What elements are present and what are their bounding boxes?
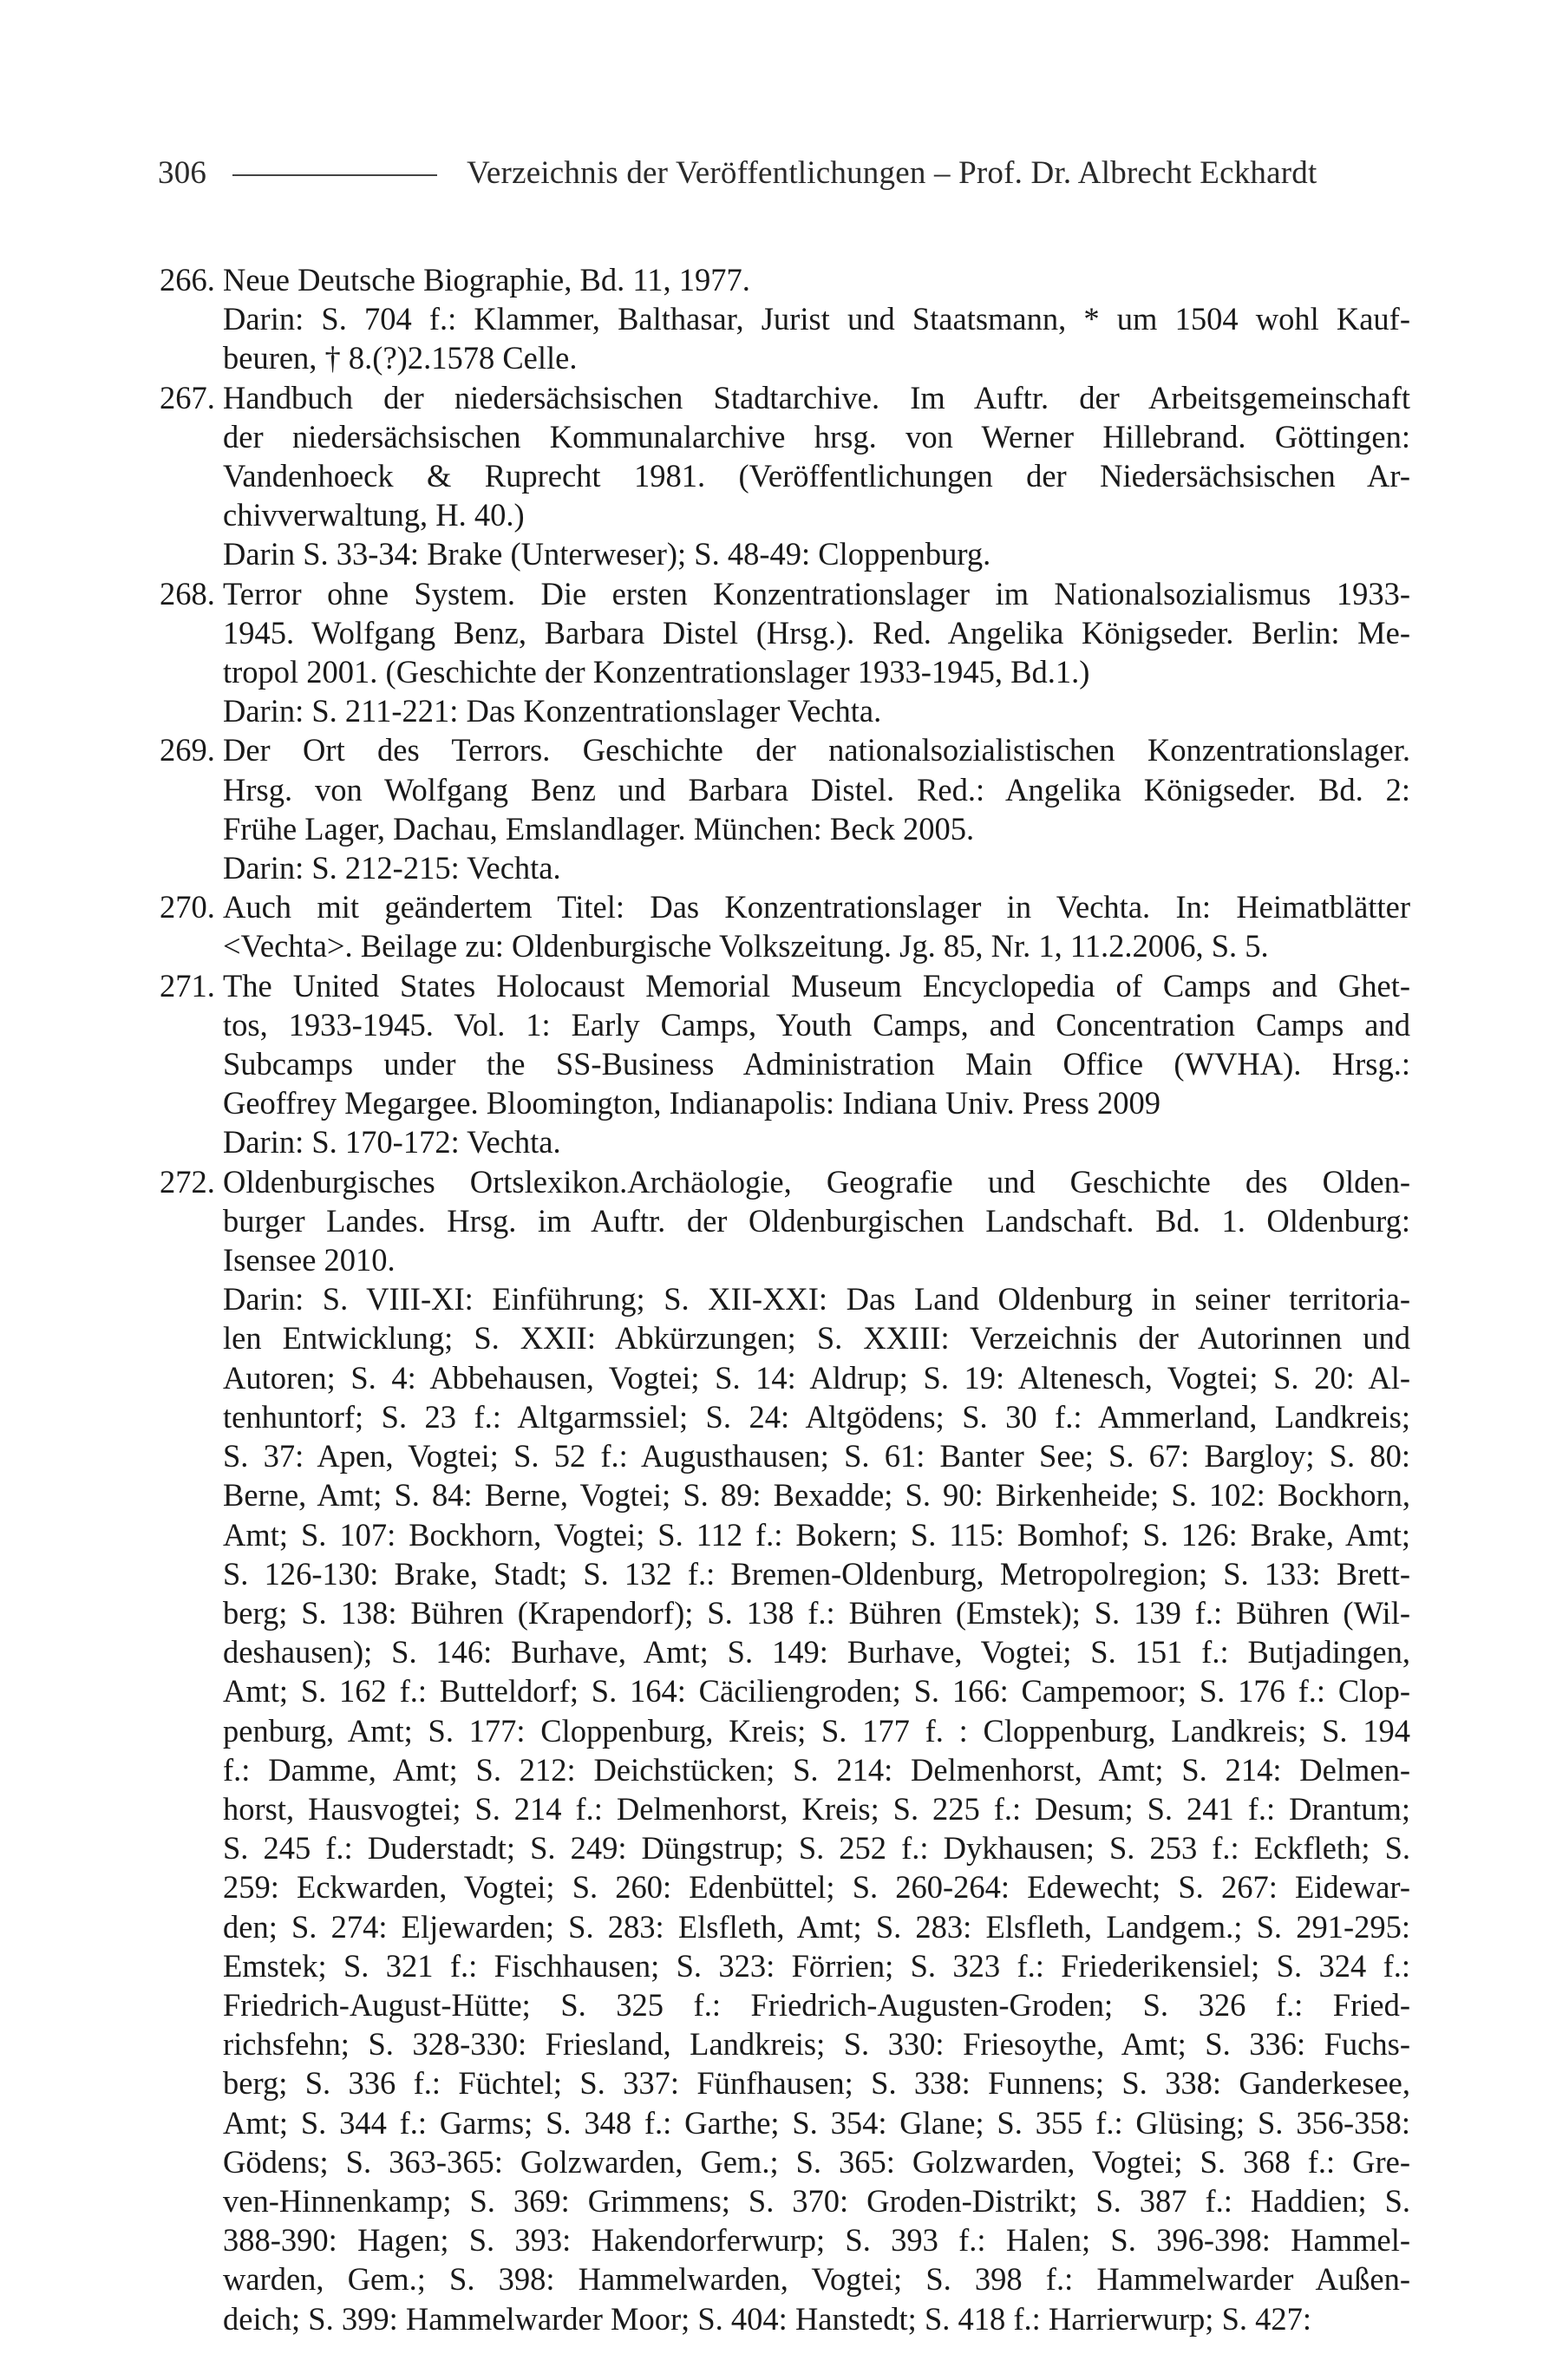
entry-text-line: Auch mit geändertem Titel: Das Konzentrationslager in Vechta. In: Heimatblätter — [223, 889, 1410, 925]
bibliography-entry — [160, 260, 1410, 378]
bibliography-entry — [160, 730, 1410, 887]
entry-text-line: S. 126-130: Brake, Stadt; S. 132 f.: Bremen-Oldenburg, Metropolregion; S. 133: Brett- — [223, 1555, 1410, 1592]
entry-number: 270. — [160, 889, 215, 925]
entry-text-line: Darin: S. 170-172: Vechta. — [223, 1124, 561, 1161]
entry-text-line: 1945. Wolfgang Benz, Barbara Distel (Hrsg.). Red. Angelika Königseder. Berlin: Me- — [223, 614, 1410, 651]
entry-text-line: warden, Gem.; S. 398: Hammelwarden, Vogtei; S. 398 f.: Hammelwarder Außen- — [223, 2261, 1410, 2298]
page-header — [158, 154, 1412, 192]
entry-text-line: Friedrich-August-Hütte; S. 325 f.: Friedrich-Augusten-Groden; S. 326 f.: Fried- — [223, 1986, 1410, 2023]
bibliography-entry — [160, 887, 1410, 965]
entry-text-line: berg; S. 138: Bühren (Krapendorf); S. 138 f.: Bühren (Emstek); S. 139 f.: Bühren (Wil- — [223, 1594, 1410, 1631]
entry-text-line: Darin S. 33-34: Brake (Unterweser); S. 48-49: Cloppenburg. — [223, 536, 991, 572]
entry-number: 269. — [160, 732, 215, 768]
entry-text-line: deshausen); S. 146: Burhave, Amt; S. 149: Burhave, Vogtei; S. 151 f.: Butjadingen, — [223, 1634, 1410, 1671]
entry-text-line: Darin: S. 212-215: Vechta. — [223, 850, 561, 886]
entry-text-line: ven-Hinnenkamp; S. 369: Grimmens; S. 370: Groden-Distrikt; S. 387 f.: Haddien; S. — [223, 2182, 1410, 2219]
bibliography-list — [160, 260, 1410, 2338]
entry-text-line: Der Ort des Terrors. Geschichte der nationalsozialistischen Konzentrationslager. — [223, 732, 1410, 768]
entry-text-line: Terror ohne System. Die ersten Konzentrationslager im Nationalsozialismus 1933- — [223, 575, 1410, 611]
entry-text-line: Darin: S. 704 f.: Klammer, Balthasar, Jurist und Staatsmann, * um 1504 wohl Kauf- — [223, 301, 1410, 337]
entry-text-line: Hrsg. von Wolfgang Benz und Barbara Distel. Red.: Angelika Königseder. Bd. 2: — [223, 771, 1410, 808]
entry-text-line: 388-390: Hagen; S. 393: Hakendorferwurp; S. 393 f.: Halen; S. 396-398: Hammel- — [223, 2222, 1410, 2259]
bibliography-entry — [160, 574, 1410, 731]
entry-text-line: len Entwicklung; S. XXII: Abkürzungen; S. XXIII: Verzeichnis der Autorinnen und — [223, 1320, 1410, 1357]
entry-text-line: deich; S. 399: Hammelwarder Moor; S. 404: Hanstedt; S. 418 f.: Harrierwurp; S. 427: — [223, 2300, 1312, 2337]
entry-text-line: Subcamps under the SS-Business Administration Main Office (WVHA). Hrsg.: — [223, 1046, 1410, 1082]
entry-text-line: chivverwaltung, H. 40.) — [223, 497, 525, 533]
entry-number: 267. — [160, 379, 215, 415]
bibliography-entry — [160, 966, 1410, 1162]
entry-number: 272. — [160, 1163, 215, 1200]
entry-text-line: Amt; S. 107: Bockhorn, Vogtei; S. 112 f.: Bokern; S. 115: Bomhof; S. 126: Brake, Amt; — [223, 1516, 1410, 1553]
entry-text-line: penburg, Amt; S. 177: Cloppenburg, Kreis; S. 177 f. : Cloppenburg, Landkreis; S. 194 — [223, 1712, 1410, 1749]
entry-text-line: f.: Damme, Amt; S. 212: Deichstücken; S. 214: Delmenhorst, Amt; S. 214: Delmen- — [223, 1751, 1410, 1788]
page-number: 306 — [158, 155, 207, 191]
entry-text-line: der niedersächsischen Kommunalarchive hrsg. von Werner Hillebrand. Göttingen: — [223, 418, 1410, 454]
bibliography-entry — [160, 378, 1410, 574]
entry-text-line: Neue Deutsche Biographie, Bd. 11, 1977. — [223, 262, 750, 298]
entry-text-line: richsfehn; S. 328-330: Friesland, Landkreis; S. 330: Friesoythe, Amt; S. 336: Fuchs- — [223, 2026, 1410, 2063]
entry-text-line: beuren, † 8.(?)2.1578 Celle. — [223, 340, 578, 376]
entry-text-line: S. 245 f.: Duderstadt; S. 249: Düngstrup; S. 252 f.: Dykhausen; S. 253 f.: Eckfleth; S. — [223, 1830, 1410, 1867]
entry-text-line: burger Landes. Hrsg. im Auftr. der Oldenburgischen Landschaft. Bd. 1. Oldenburg: — [223, 1202, 1410, 1239]
entry-text-line: Darin: S. VIII-XI: Einführung; S. XII-XXI: Das Land Oldenburg in seiner territoria- — [223, 1281, 1410, 1318]
entry-text-line: tropol 2001. (Geschichte der Konzentrationslager 1933-1945, Bd.1.) — [223, 654, 1090, 690]
entry-number: 266. — [160, 262, 215, 298]
entry-text-line: berg; S. 336 f.: Füchtel; S. 337: Fünfhausen; S. 338: Funnens; S. 338: Ganderkesee, — [223, 2065, 1410, 2102]
entry-text-line: 259: Eckwarden, Vogtei; S. 260: Edenbüttel; S. 260-264: Edewecht; S. 267: Eidewar- — [223, 1869, 1410, 1906]
entry-number: 268. — [160, 575, 215, 611]
entry-text-line: Isensee 2010. — [223, 1242, 396, 1278]
entry-number: 271. — [160, 967, 215, 1004]
entry-text-line: Berne, Amt; S. 84: Berne, Vogtei; S. 89: Bexadde; S. 90: Birkenheide; S. 102: Bockhorn, — [223, 1477, 1410, 1514]
entry-text-line: Emstek; S. 321 f.: Fischhausen; S. 323: Förrien; S. 323 f.: Friederikensiel; S. 324 f.: — [223, 1947, 1410, 1984]
entry-text-line: den; S. 274: Eljewarden; S. 283: Elsfleth, Amt; S. 283: Elsfleth, Landgem.; S. 291-295: — [223, 1908, 1410, 1945]
entry-text-line: Gödens; S. 363-365: Golzwarden, Gem.; S. 365: Golzwarden, Vogtei; S. 368 f.: Gre- — [223, 2143, 1410, 2180]
entry-text-line: Amt; S. 344 f.: Garms; S. 348 f.: Garthe; S. 354: Glane; S. 355 f.: Glüsing; S. 356-358: — [223, 2104, 1410, 2141]
entry-text-line: Darin: S. 211-221: Das Konzentrationslager Vechta. — [223, 693, 882, 729]
entry-text-line: tos, 1933-1945. Vol. 1: Early Camps, Youth Camps, and Concentration Camps and — [223, 1006, 1410, 1043]
header-rule — [232, 174, 437, 176]
entry-text-line: Geoffrey Megargee. Bloomington, Indianapolis: Indiana Univ. Press 2009 — [223, 1085, 1160, 1121]
entry-text-line: S. 37: Apen, Vogtei; S. 52 f.: Augusthausen; S. 61: Banter See; S. 67: Bargloy; S. 80: — [223, 1438, 1410, 1474]
entry-text-line: tenhuntorf; S. 23 f.: Altgarmssiel; S. 24: Altgödens; S. 30 f.: Ammerland, Landkreis; — [223, 1398, 1410, 1435]
entry-text-line: Vandenhoeck & Ruprecht 1981. (Veröffentlichungen der Niedersächsischen Ar- — [223, 458, 1410, 494]
entry-text-line: Frühe Lager, Dachau, Emslandlager. München: Beck 2005. — [223, 810, 975, 847]
entry-text-line: Oldenburgisches Ortslexikon.Archäologie, Geografie und Geschichte des Olden- — [223, 1163, 1410, 1200]
entry-text-line: horst, Hausvogtei; S. 214 f.: Delmenhorst, Kreis; S. 225 f.: Desum; S. 241 f.: Drantum; — [223, 1790, 1410, 1827]
bibliography-entry — [160, 1162, 1410, 2338]
running-title: Verzeichnis der Veröffentlichungen – Prof. Dr. Albrecht Eckhardt — [467, 155, 1317, 191]
entry-text-line: Amt; S. 162 f.: Butteldorf; S. 164: Cäciliengroden; S. 166: Campemoor; S. 176 f.: Clop- — [223, 1673, 1410, 1710]
entry-text-line: Handbuch der niedersächsischen Stadtarchive. Im Auftr. der Arbeitsgemeinschaft — [223, 379, 1410, 415]
entry-text-line: The United States Holocaust Memorial Museum Encyclopedia of Camps and Ghet- — [223, 967, 1410, 1004]
entry-text-line: Autoren; S. 4: Abbehausen, Vogtei; S. 14: Aldrup; S. 19: Altenesch, Vogtei; S. 20: Al- — [223, 1359, 1410, 1396]
entry-text-line: <Vechta>. Beilage zu: Oldenburgische Volkszeitung. Jg. 85, Nr. 1, 11.2.2006, S. 5. — [223, 928, 1269, 964]
